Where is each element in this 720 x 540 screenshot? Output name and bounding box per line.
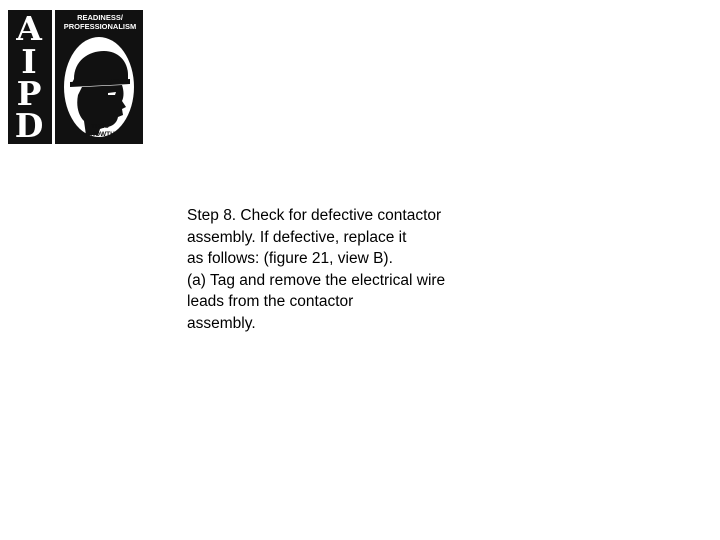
logo-top-line-2: PROFESSIONALISM [63, 22, 137, 31]
text-line: Step 8. Check for defective contactor [187, 207, 442, 224]
logo-bottom-text [60, 123, 140, 138]
logo-letters [8, 10, 50, 144]
logo-letter-i: I [21, 42, 37, 81]
logo-top-text [60, 13, 140, 31]
logo-letter-p: P [16, 74, 42, 113]
text-line: assembly. [187, 314, 256, 332]
aipd-logo [8, 10, 143, 144]
text-line: assembly. If defective, replace it [187, 228, 407, 246]
logo-top-line-1: READINESS/ [77, 13, 123, 22]
logo-bottom-line-2: GROWTH [85, 130, 115, 138]
logo-letter-d: D [14, 106, 44, 145]
procedure-step-text [187, 205, 547, 335]
logo-bottom-line-1: THRU [90, 123, 110, 130]
text-line: leads from the contactor [187, 293, 354, 311]
text-line: as follows: (figure 21, view B). [187, 250, 393, 268]
logo-letter-a: A [16, 9, 42, 48]
logo-divider [52, 10, 55, 144]
text-line: (a) Tag and remove the electrical wire [187, 271, 446, 289]
